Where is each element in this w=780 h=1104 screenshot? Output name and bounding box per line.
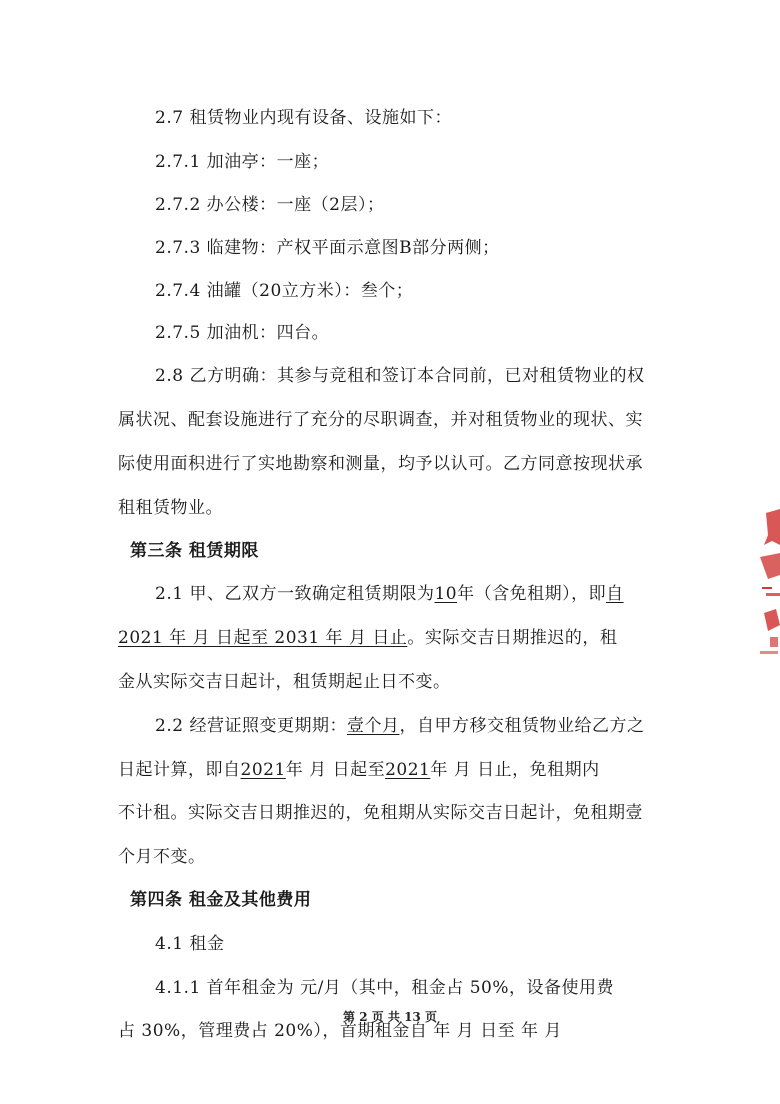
- text-span: 日起计算，即自: [118, 760, 241, 780]
- red-seal-stamp-icon: [746, 505, 780, 665]
- text-span: 2.7.4 油罐（20立方米）：叁个；: [155, 281, 414, 301]
- page-footer: 第 2 页 共 13 页: [343, 1010, 437, 1024]
- text-span: 2.7.2 办公楼：一座（2层）；: [155, 195, 385, 215]
- text-span: 年（含免租期），即: [457, 584, 607, 604]
- text-span: 年 月 日起至: [285, 760, 386, 780]
- text-span: 租租赁物业。: [118, 498, 223, 518]
- text-span: 际使用面积进行了实地勘察和测量，均予以认可。乙方同意按现状承: [118, 454, 643, 474]
- text-span: 属状况、配套设施进行了充分的尽职调查，并对租赁物业的现状、实: [118, 410, 643, 430]
- text-span: 4.1.1 首年租金为 元/月（其中，租金占 50%，设备使用费: [155, 978, 614, 998]
- paragraph-line: [155, 977, 614, 999]
- paragraph-line: [155, 237, 500, 259]
- paragraph-line: [155, 322, 329, 344]
- text-span: 个月不变。: [118, 847, 206, 867]
- text-span: 第三条 租赁期限: [130, 541, 259, 561]
- paragraph-line: [118, 497, 223, 519]
- text-span: 4.1 租金: [155, 934, 225, 954]
- text-span: 金从实际交吉日起计，租赁期起止日不变。: [118, 672, 451, 692]
- paragraph-line: [118, 846, 206, 868]
- text-span: 占 30%，管理费占 20%），首期租金自 年 月 日至 年 月: [118, 1021, 562, 1041]
- paragraph-line: [155, 715, 644, 737]
- paragraph-line: [118, 802, 643, 824]
- text-span: 2.1 甲、乙双方一致确定租赁期限为: [155, 584, 435, 604]
- text-span: 2.7.3 临建物：产权平面示意图B部分两侧；: [155, 238, 500, 258]
- text-span: 不计租。实际交吉日期推迟的，免租期从实际交吉日起计，免租期壹: [118, 803, 643, 823]
- underlined-field: 2021 年 月 日起至 2031 年 月 日止: [118, 628, 408, 648]
- section-heading: [130, 889, 311, 911]
- underlined-field: 10: [434, 584, 458, 604]
- paragraph-line: [118, 627, 617, 649]
- paragraph-line: [155, 194, 384, 216]
- text-span: 2.7.1 加油亭：一座；: [155, 152, 330, 172]
- underlined-field: 壹个月: [346, 716, 400, 736]
- text-span: 2.8 乙方明确：其参与竞租和签订本合同前，已对租赁物业的权: [155, 366, 645, 386]
- paragraph-line: [155, 933, 224, 955]
- underlined-field: 自: [606, 584, 624, 604]
- text-span: 2.7 租赁物业内现有设备、设施如下：: [155, 108, 452, 128]
- underlined-field: 2021: [240, 760, 286, 780]
- paragraph-line: [118, 759, 600, 781]
- paragraph-line: [118, 453, 643, 475]
- paragraph-line: [118, 671, 451, 693]
- text-span: 年 月 日止，免租期内: [430, 760, 600, 780]
- text-span: ，自甲方移交租赁物业给乙方之: [399, 716, 645, 736]
- text-span: 第四条 租金及其他费用: [130, 890, 312, 910]
- text-span: 。实际交吉日期推迟的，租: [407, 628, 618, 648]
- paragraph-line: [118, 409, 643, 431]
- paragraph-line: [155, 151, 329, 173]
- paragraph-line: [155, 107, 452, 129]
- text-span: 2.2 经营证照变更期期：: [155, 716, 347, 736]
- text-span: 2.7.5 加油机：四台。: [155, 323, 330, 343]
- paragraph-line: [155, 280, 413, 302]
- section-heading: [130, 540, 259, 562]
- paragraph-line: [155, 583, 624, 605]
- underlined-field: 2021: [385, 760, 431, 780]
- paragraph-line: [155, 365, 644, 387]
